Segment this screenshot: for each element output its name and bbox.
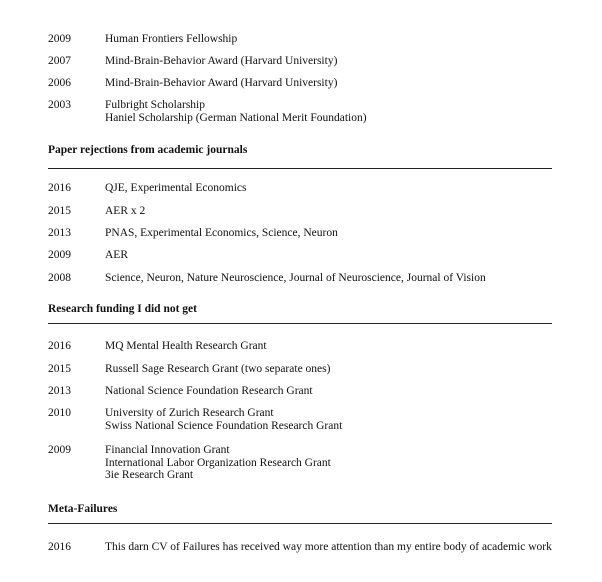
cv-year: 2009 [48, 33, 71, 45]
cv-entry: Mind-Brain-Behavior Award (Harvard University) [105, 55, 338, 67]
cv-entry: International Labor Organization Research Grant [105, 456, 331, 469]
cv-entries [105, 99, 554, 124]
cv-entries [105, 385, 554, 398]
cv-row [48, 182, 554, 195]
cv-entry: AER x 2 [105, 205, 146, 217]
cv-entry: National Science Foundation Research Grant [105, 385, 313, 397]
cv-entries [105, 55, 554, 68]
cv-entries [105, 363, 554, 376]
section-divider [48, 323, 552, 324]
cv-entry: Swiss National Science Foundation Research Grant [105, 419, 343, 432]
section-divider [48, 523, 552, 524]
section-title: Research funding I did not get [48, 303, 197, 315]
section-title: Meta-Failures [48, 503, 118, 515]
cv-year: 2009 [48, 249, 71, 261]
cv-entries [105, 340, 554, 353]
cv-entries [105, 272, 554, 285]
cv-row [48, 205, 554, 218]
cv-entries [105, 541, 554, 554]
cv-row [48, 55, 554, 68]
cv-entry: Mind-Brain-Behavior Award (Harvard University) [105, 77, 338, 89]
cv-entry: Fulbright Scholarship [105, 99, 205, 111]
cv-row [48, 227, 554, 240]
cv-year: 2013 [48, 385, 71, 397]
cv-year: 2006 [48, 77, 71, 89]
cv-year: 2009 [48, 444, 71, 456]
cv-year: 2008 [48, 272, 71, 284]
section-divider [48, 168, 552, 169]
cv-entries [105, 227, 554, 240]
cv-entries [105, 33, 554, 46]
cv-entry: Russell Sage Research Grant (two separate ones) [105, 363, 331, 375]
cv-row [48, 385, 554, 398]
cv-entries [105, 444, 554, 482]
section-title: Paper rejections from academic journals [48, 144, 248, 156]
cv-entries [105, 182, 554, 195]
cv-entry: Haniel Scholarship (German National Merit Foundation) [105, 111, 367, 124]
cv-entries [105, 249, 554, 262]
cv-entry: Financial Innovation Grant [105, 444, 230, 456]
cv-entry: Science, Neuron, Nature Neuroscience, Journal of Neuroscience, Journal of Vision [105, 272, 486, 284]
cv-entry: MQ Mental Health Research Grant [105, 340, 267, 352]
cv-row [48, 33, 554, 46]
cv-entry: University of Zurich Research Grant [105, 407, 274, 419]
cv-row [48, 99, 554, 124]
cv-row [48, 363, 554, 376]
cv-entries [105, 205, 554, 218]
cv-row [48, 272, 554, 285]
cv-row [48, 77, 554, 90]
cv-entries [105, 407, 554, 432]
cv-year: 2016 [48, 541, 71, 553]
cv-row [48, 541, 554, 554]
cv-year: 2015 [48, 205, 71, 217]
cv-year: 2010 [48, 407, 71, 419]
cv-row [48, 444, 554, 482]
cv-entry: 3ie Research Grant [105, 469, 194, 481]
cv-year: 2013 [48, 227, 71, 239]
cv-entry: Human Frontiers Fellowship [105, 33, 238, 45]
cv-year: 2003 [48, 99, 71, 111]
cv-entry: PNAS, Experimental Economics, Science, Neuron [105, 227, 338, 239]
cv-year: 2007 [48, 55, 71, 67]
cv-entry: This darn CV of Failures has received way more attention than my entire body of academic work [105, 541, 552, 553]
cv-row [48, 340, 554, 353]
cv-row [48, 249, 554, 262]
cv-year: 2015 [48, 363, 71, 375]
cv-year: 2016 [48, 182, 71, 194]
cv-entry: QJE, Experimental Economics [105, 182, 247, 194]
cv-year: 2016 [48, 340, 71, 352]
cv-entry: AER [105, 249, 128, 261]
cv-entries [105, 77, 554, 90]
cv-row [48, 407, 554, 432]
